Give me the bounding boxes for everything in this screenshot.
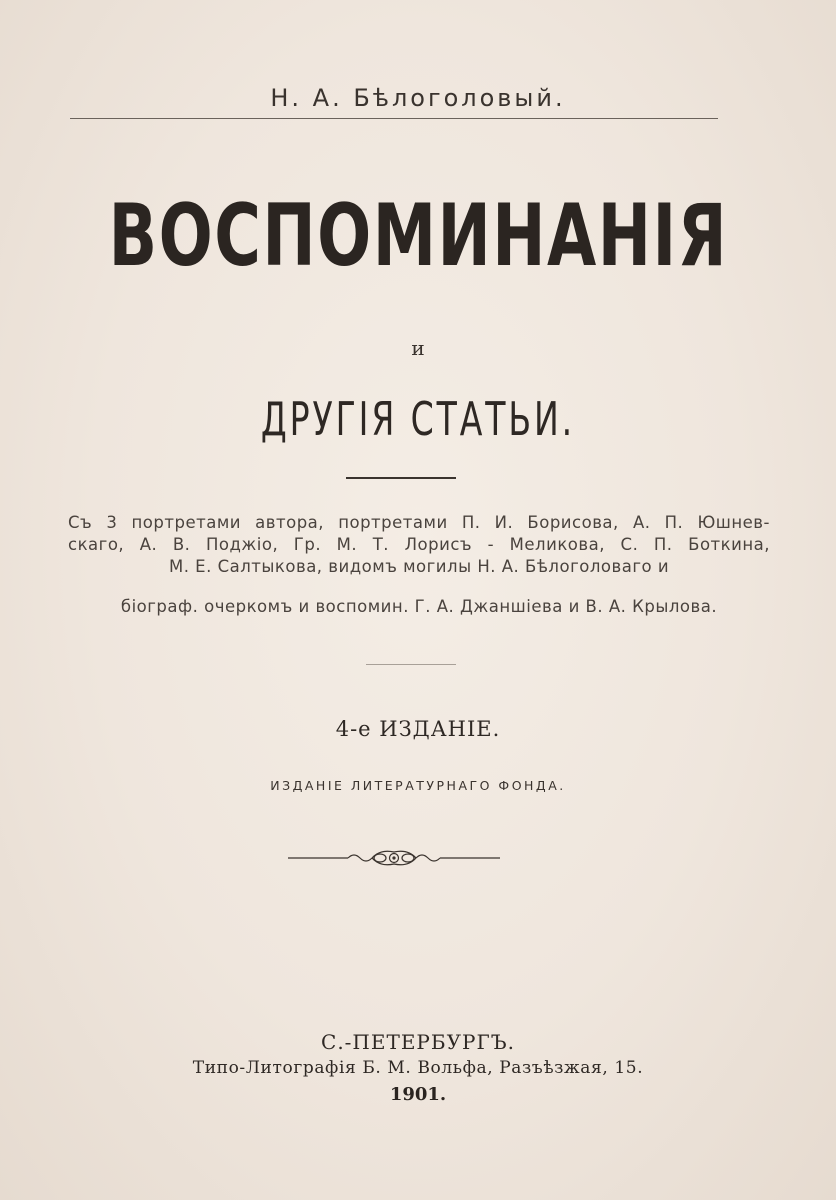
- printer-imprint: Типо-Литографія Б. М. Вольфа, Разъѣзжая, 15.: [192, 1058, 644, 1078]
- description-line: М. Е. Салтыкова, видомъ могилы Н. А. Бѣлоголоваго и: [168, 557, 670, 576]
- book-subtitle: ДРУГІЯ СТАТЬИ.: [260, 392, 576, 446]
- book-title: ВОСПОМИНАНІЯ: [108, 186, 729, 286]
- top-rule: [70, 118, 718, 119]
- description-line: Съ 3 портретами автора, портретами П. И. Борисова, А. П. Юшнев-: [68, 513, 770, 532]
- description-line: біограф. очеркомъ и воспомин. Г. А. Джаншіева и В. А. Крылова.: [120, 597, 718, 616]
- publication-year: 1901.: [389, 1084, 447, 1105]
- publication-city: С.-ПЕТЕРБУРГЪ.: [321, 1030, 515, 1054]
- ornament-divider-icon: [288, 848, 500, 868]
- thin-rule: [366, 664, 456, 665]
- edition-label: 4-е ИЗДАНІЕ.: [335, 717, 501, 741]
- author-name: Н. А. Бѣлоголовый.: [270, 84, 566, 112]
- description-line: скаго, А. В. Поджіо, Гр. М. Т. Лорисъ - Меликова, С. П. Боткина,: [68, 535, 770, 554]
- title-conjunction: и: [411, 336, 425, 360]
- publisher-label: ИЗДАНІЕ ЛИТЕРАТУРНАГО ФОНДА.: [270, 778, 566, 793]
- middle-rule: [346, 477, 456, 479]
- contents-description: [68, 512, 770, 618]
